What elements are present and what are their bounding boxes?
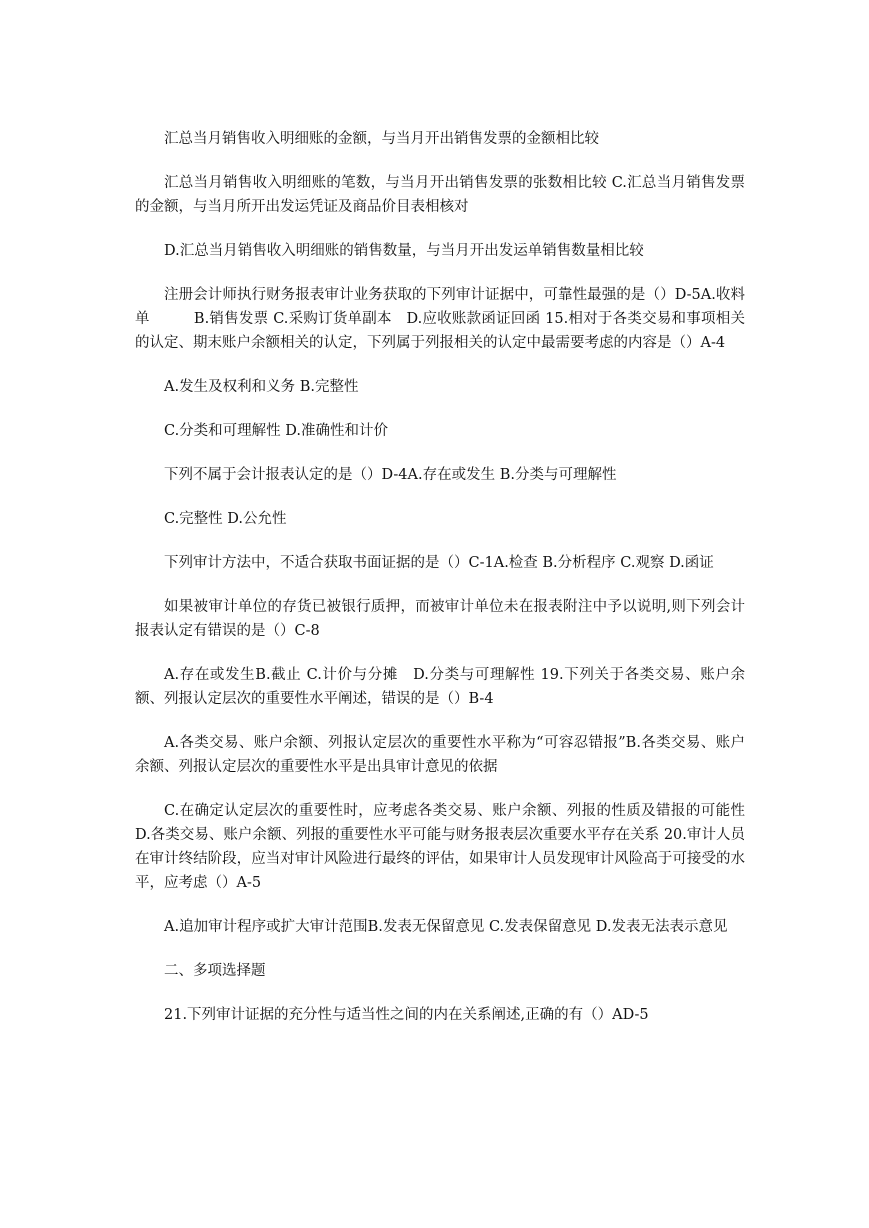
paragraph-1: 汇总当月销售收入明细账的金额，与当月开出销售发票的金额相比较 bbox=[164, 131, 599, 147]
paragraph-16: 21.下列审计证据的充分性与适当性之间的内在关系阐述,正确的有（）AD-5 bbox=[164, 1007, 649, 1023]
paragraph-13: C.在确定认定层次的重要性时，应考虑各类交易、账户余额、列报的性质及错报的可能性 D.各类交易、账户余额、列报的重要性水平可能与财务报表层次重要水平存在关系 20.审计人员在审计终结阶段，应当对审计风险进行最终的评估，如果审计人员发现审计风险高于可接受的水平，应考虑（）A-5 bbox=[135, 803, 745, 891]
paragraph-5: A.发生及权利和义务 B.完整性 bbox=[164, 379, 359, 395]
paragraph-12: A.各类交易、账户余额、列报认定层次的重要性水平称为“可容忍错报”B.各类交易、账户余额、列报认定层次的重要性水平是出具审计意见的依据 bbox=[135, 735, 745, 775]
paragraph-9: 下列审计方法中，不适合获取书面证据的是（）C-1A.检查 B.分析程序 C.观察 D.函证 bbox=[164, 555, 714, 571]
paragraph-4: 注册会计师执行财务报表审计业务获取的下列审计证据中，可靠性最强的是（）D-5A.收料单 B.销售发票 C.采购订货单副本 D.应收账款函证回函 15.相对于各类交易和事项相关的认定、期末账户余额相关的认定，下列属于列报相关的认定中最需要考虑的内容是（）A-4 bbox=[135, 287, 745, 351]
paragraph-8: C.完整性 D.公允性 bbox=[164, 511, 287, 527]
section-heading: 二、多项选择题 bbox=[164, 963, 266, 979]
paragraph-7: 下列不属于会计报表认定的是（）D-4A.存在或发生 B.分类与可理解性 bbox=[164, 467, 617, 483]
paragraph-11: A.存在或发生B.截止 C.计价与分摊 D.分类与可理解性 19.下列关于各类交易、账户余额、列报认定层次的重要性水平阐述，错误的是（）B-4 bbox=[135, 667, 745, 707]
paragraph-10: 如果被审计单位的存货已被银行质押，而被审计单位未在报表附注中予以说明,则下列会计报表认定有错误的是（）C-8 bbox=[135, 599, 745, 639]
paragraph-3: D.汇总当月销售收入明细账的销售数量，与当月开出发运单销售数量相比较 bbox=[164, 243, 644, 259]
paragraph-6: C.分类和可理解性 D.准确性和计价 bbox=[164, 423, 389, 439]
document-body bbox=[135, 127, 745, 1027]
paragraph-14: A.追加审计程序或扩大审计范围B.发表无保留意见 C.发表保留意见 D.发表无法表示意见 bbox=[164, 919, 728, 935]
paragraph-2: 汇总当月销售收入明细账的笔数，与当月开出销售发票的张数相比较 C.汇总当月销售发票的金额，与当月所开出发运凭证及商品价目表相核对 bbox=[135, 175, 745, 215]
